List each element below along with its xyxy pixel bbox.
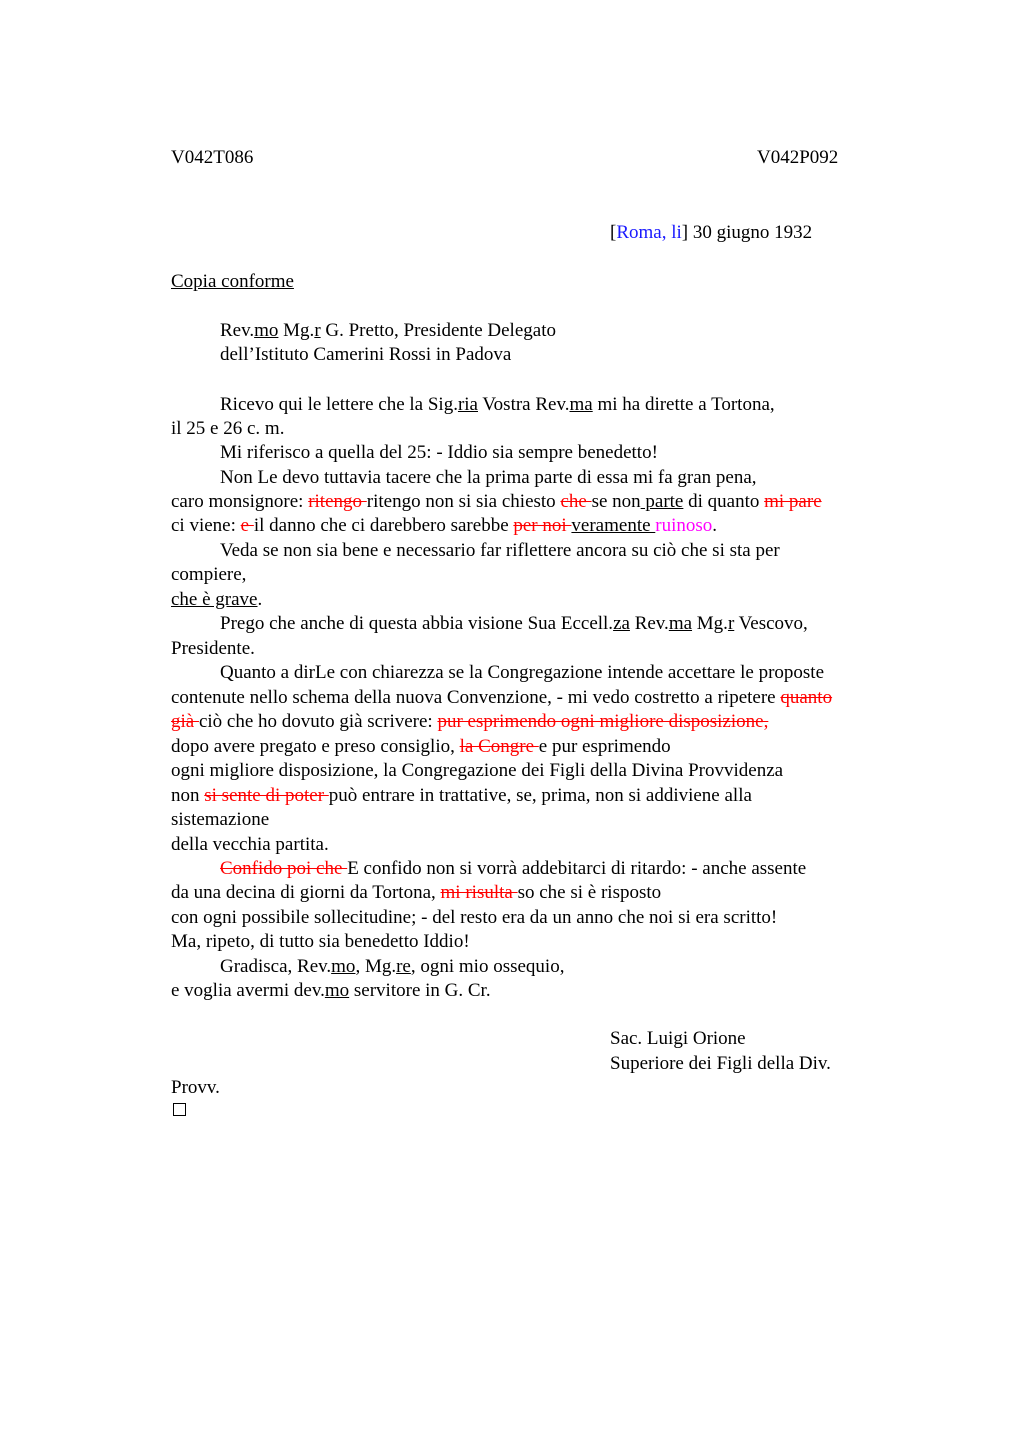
body-line: e voglia avermi dev.mo servitore in G. Cr.: [171, 980, 491, 1001]
copy-label: Copia conforme: [171, 271, 294, 292]
deleted-text: e: [240, 515, 254, 536]
bracket-open: [: [610, 222, 617, 243]
deleted-text: pur esprimendo ogni migliore disposizione,: [437, 711, 769, 732]
inserted-text: ruinoso: [655, 515, 713, 536]
body-line: Ricevo qui le lettere che la Sig.ria Vostra Rev.ma mi ha dirette a Tortona,: [220, 394, 775, 415]
body-line: caro monsignore: ritengo ritengo non si sia chiesto che se non parte di quanto mi pare: [171, 491, 822, 512]
body-line: ogni migliore disposizione, la Congregazione dei Figli della Divina Provvidenza: [171, 760, 784, 781]
deleted-text: mi risulta: [440, 882, 518, 903]
body-line: dopo avere pregato e preso consiglio, la Congre e pur esprimendo: [171, 736, 671, 757]
document-code-right: V042P092: [757, 147, 839, 168]
body-line: Veda se non sia bene e necessario far riflettere ancora su ciò che si sta per: [220, 540, 780, 561]
body-line: il 25 e 26 c. m.: [171, 418, 285, 439]
body-line: Prego che anche di questa abbia visione Sua Eccell.za Rev.ma Mg.r Vescovo,: [220, 613, 808, 634]
body-line: non si sente di poter può entrare in trattative, se, prima, non si addiviene alla: [171, 785, 752, 806]
body-line: sistemazione: [171, 809, 270, 830]
deleted-text: quanto: [780, 687, 833, 708]
deleted-text: si sente di poter: [204, 785, 329, 806]
deleted-text: Confido poi che: [220, 858, 348, 879]
deleted-text: già: [171, 711, 199, 732]
deleted-text: la Congre: [459, 736, 539, 757]
body-line: della vecchia partita.: [171, 834, 329, 855]
signature-title-continued: Provv.: [171, 1077, 220, 1098]
deleted-text: per noi: [513, 515, 572, 536]
empty-box-symbol: [173, 1103, 186, 1116]
signature-name: Sac. Luigi Orione: [610, 1028, 746, 1049]
signature-title: Superiore dei Figli della Div.: [610, 1053, 831, 1074]
body-line: Quanto a dirLe con chiarezza se la Congregazione intende accettare le proposte: [220, 662, 825, 683]
body-line: Gradisca, Rev.mo, Mg.re, ogni mio ossequio,: [220, 956, 565, 977]
document-code-left: V042T086: [171, 147, 254, 168]
body-line: ci viene: e il danno che ci darebbero sarebbe per noi veramente ruinoso.: [171, 515, 718, 536]
body-line: Confido poi che E confido non si vorrà addebitarci di ritardo: - anche assente: [220, 858, 807, 879]
body-line: da una decina di giorni da Tortona, mi risulta so che si è risposto: [171, 882, 662, 903]
body-line: compiere,: [171, 564, 247, 585]
body-line: che è grave.: [171, 589, 263, 610]
address-line-2: dell’Istituto Camerini Rossi in Padova: [220, 344, 512, 365]
body-line: con ogni possibile sollecitudine; - del resto era da un anno che noi si era scritto!: [171, 907, 778, 928]
bracket-close: ]: [681, 222, 689, 243]
date-place: Roma, li: [616, 222, 682, 243]
body-line: Ma, ripeto, di tutto sia benedetto Iddio!: [171, 931, 470, 952]
deleted-text: che: [560, 491, 592, 512]
deleted-text: mi pare: [764, 491, 822, 512]
deleted-text: ritengo: [308, 491, 367, 512]
body-line: già ciò che ho dovuto già scrivere: pur esprimendo ogni migliore disposizione,: [171, 711, 769, 732]
body-line: contenute nello schema della nuova Convenzione, - mi vedo costretto a ripetere quanto: [171, 687, 833, 708]
body-line: Non Le devo tuttavia tacere che la prima parte di essa mi fa gran pena,: [220, 467, 757, 488]
date-line: [610, 222, 812, 244]
body-line: Mi riferisco a quella del 25: - Iddio sia sempre benedetto!: [220, 442, 658, 463]
address-line-1: Rev.mo Mg.r G. Pretto, Presidente Delegato: [220, 320, 556, 341]
body-line: Presidente.: [171, 638, 255, 659]
date-text: 30 giugno 1932: [688, 222, 813, 243]
